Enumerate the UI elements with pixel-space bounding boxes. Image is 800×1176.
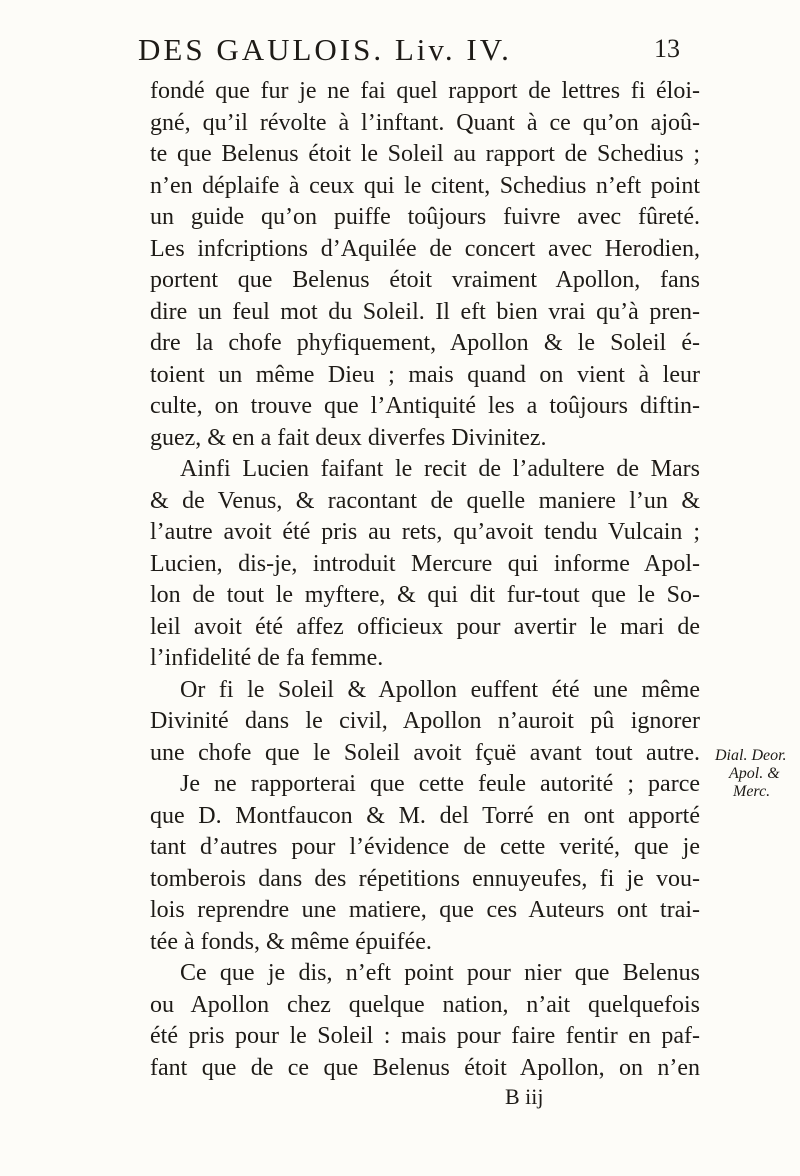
text-line: Je ne rapporterai que cette feule autorité ; parce	[180, 771, 700, 797]
text-line: & de Venus, & racontant de quelle maniere l’un &	[150, 487, 700, 514]
text-line: portent que Belenus étoit vraiment Apollon, fans	[150, 267, 700, 293]
text-line: gné, qu’il révolte à l’inftant. Quant à ce qu’on ajoû-	[150, 109, 700, 136]
text-line: culte, on trouve que l’Antiquité les a toûjours diftin-	[150, 393, 700, 419]
signature-mark: B iij	[505, 1084, 544, 1109]
text-line: Lucien, dis-je, introduit Mercure qui informe Apol-	[150, 550, 700, 577]
text-line: guez, & en a fait deux diverfes Divinitez.	[150, 424, 547, 451]
text-line: Divinité dans le civil, Apollon n’auroit pû ignorer	[150, 708, 700, 734]
marginal-note-line: Dial. Deor.	[715, 747, 787, 764]
body-text	[150, 76, 700, 1084]
marginal-note-line: Merc.	[733, 783, 771, 800]
header-title: DES GAULOIS. Liv. IV.	[138, 32, 512, 67]
text-line: lon de tout le myftere, & qui dit fur-tout que le So-	[150, 582, 700, 608]
page-number: 13	[654, 34, 680, 63]
text-line: n’en déplaife à ceux qui le citent, Schedius n’eft point	[150, 172, 700, 199]
running-header	[120, 32, 680, 72]
text-line: été pris pour le Soleil : mais pour faire fentir en paf-	[150, 1023, 700, 1049]
text-line: dire un feul mot du Soleil. Il eft bien vrai qu’à pren-	[150, 298, 700, 325]
text-line: Or fi le Soleil & Apollon euffent été une même	[180, 676, 700, 703]
text-line: un guide qu’on puiffe toûjours fuivre avec fûreté.	[150, 204, 700, 230]
text-line: Ainfi Lucien faifant le recit de l’adultere de Mars	[180, 456, 700, 482]
text-line: Ce que je dis, n’eft point pour nier que Belenus	[180, 960, 700, 986]
text-line: que D. Montfaucon & M. del Torré en ont apporté	[150, 802, 700, 829]
text-line: tant d’autres pour l’évidence de cette verité, que je	[150, 834, 700, 860]
text-line: Les infcriptions d’Aquilée de concert avec Herodien,	[150, 235, 700, 262]
text-line: fondé que fur je ne fai quel rapport de lettres fi éloi-	[150, 78, 700, 104]
text-line: tée à fonds, & même épuifée.	[150, 928, 432, 955]
text-line: te que Belenus étoit le Soleil au rapport de Schedius ;	[150, 141, 700, 167]
marginal-note-line: Apol. &	[729, 765, 780, 782]
text-line: l’autre avoit été pris au rets, qu’avoit tendu Vulcain ;	[150, 519, 700, 545]
text-line: toient un même Dieu ; mais quand on vient à leur	[150, 361, 700, 388]
text-line: fant que de ce que Belenus étoit Apollon, on n’en	[150, 1054, 700, 1081]
text-line: l’infidelité de fa femme.	[150, 645, 384, 671]
text-line: dre la chofe phyfiquement, Apollon & le Soleil é-	[150, 330, 700, 356]
text-line: une chofe que le Soleil avoit fçuë avant tout autre.	[150, 739, 700, 766]
text-line: ou Apollon chez quelque nation, n’ait quelquefois	[150, 991, 700, 1018]
text-line: tomberois dans des répetitions ennuyeufes, fi je vou-	[150, 865, 700, 892]
text-line: leil avoit été affez officieux pour avertir le mari de	[150, 613, 700, 640]
text-line: lois reprendre une matiere, que ces Auteurs ont trai-	[150, 897, 700, 923]
marginal-note	[715, 747, 800, 801]
